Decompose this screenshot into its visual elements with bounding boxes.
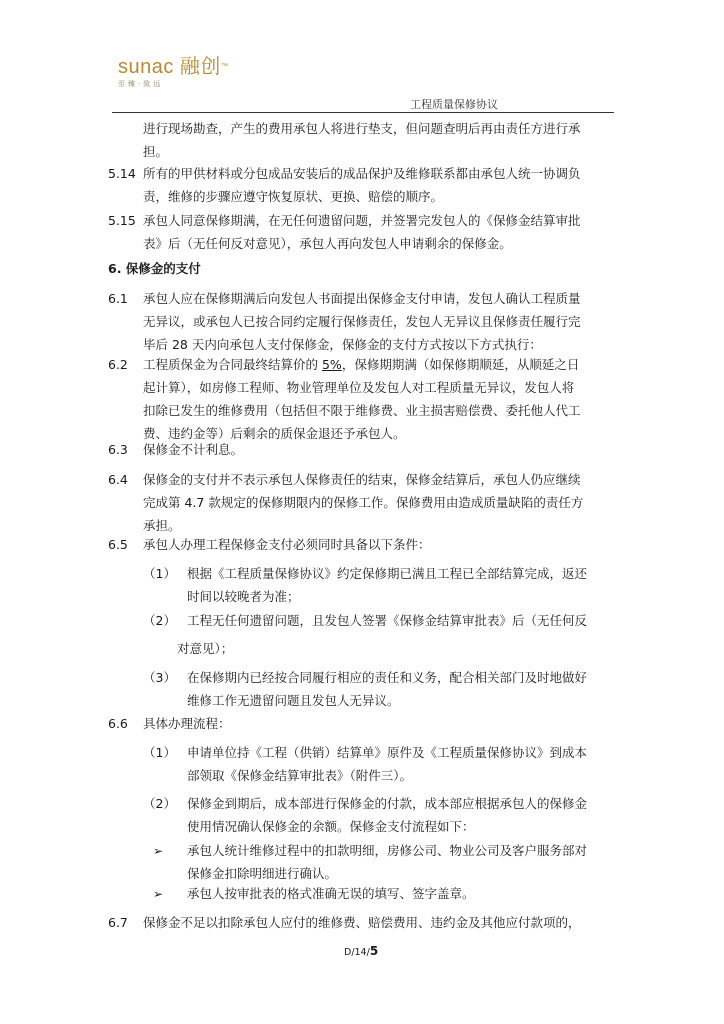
body-line: 责，维修的步骤应遵守恢复原状、更换、赔偿的顺序。 [143,189,444,204]
body-line: 表》后（无任何反对意见），承包人再向发包人申请剩余的保修金。 [143,236,512,251]
body-line: 所有的甲供材料或分包成品安装后的成品保护及维修联系都由承包人统一协调负 [143,166,581,181]
body-line: 对意见）； [177,641,234,656]
clause-number-6-7: 6.7 [108,915,128,930]
condition-number-3: （3） [143,670,176,685]
condition-number-1: （1） [143,566,176,581]
body-line: 时间以较晚者为准； [187,589,300,604]
clause-number-5-15: 5.15 [108,213,136,228]
body-line: 承包人办理工程保修金支付必须同时具备以下条件： [143,537,431,552]
body-line: 在保修期内已经按合同履行相应的责任和义务，配合相关部门及时地做好 [187,670,588,685]
body-line: 毕后 28 天内向承包人支付保修金，保修金的支付方式按以下方式执行： [143,337,542,352]
section-heading-6: 6. 保修金的支付 [108,261,201,276]
body-line: 具体办理流程： [143,716,231,731]
body-line: 保修金不计利息。 [143,442,244,457]
body-line: 维修工作无遗留问题且发包人无异议。 [187,693,400,708]
body-line: 工程质保金为合同最终结算价的 5%，保修期期满（如保修期顺延，从顺延之日 [143,357,580,372]
clause-number-6-6: 6.6 [108,716,128,731]
arrow-bullet-icon: ➢ [153,887,164,901]
body-line: 保修金扣除明细进行确认。 [187,866,338,881]
body-line: 承包人按审批表的格式准确无误的填写、签字盖章。 [187,886,475,901]
company-logo [118,56,228,89]
body-line: 根据《工程质量保修协议》约定保修期已满且工程已全部结算完成，返还 [187,566,588,581]
header-title: 工程质量保修协议 [410,98,498,111]
body-line: 保修金的支付并不表示承包人保修责任的结束，保修金结算后，承包人仍应继续 [143,472,581,487]
percentage-value: 5% [321,357,342,372]
clause-number-6-5: 6.5 [108,537,128,552]
step-number-1: （1） [143,745,176,760]
step-number-2: （2） [143,796,176,811]
body-line: 保修金不足以扣除承包人应付的维修费、赔偿费用、违约金及其他应付款项的， [143,915,581,930]
clause-number-6-3: 6.3 [108,442,128,457]
page-footer [344,944,378,958]
body-line: 承包人统计维修过程中的扣款明细，房修公司、物业公司及客户服务部对 [187,843,588,858]
clause-number-6-2: 6.2 [108,357,128,372]
body-line: 保修金到期后，成本部进行保修金的付款，成本部应根据承包人的保修金 [187,796,588,811]
body-line: 承担。 [143,518,181,533]
clause-number-5-14: 5.14 [108,166,136,181]
body-line: 部领取《保修金结算审批表》（附件三）。 [187,768,413,783]
body-line: 进行现场勘查，产生的费用承包人将进行垫支，但问题查明后再由责任方进行承 [143,121,581,136]
arrow-bullet-icon: ➢ [153,844,164,858]
body-line: 完成第 4.7 款规定的保修期限内的保修工作。保修费用由造成质量缺陷的责任方 [143,495,584,510]
logo-slogan: 至臻·致远 [118,80,164,88]
body-line: 费、违约金等）后剩余的质保金退还予承包人。 [143,426,406,441]
logo-brand: sunac 融创 [118,56,221,78]
condition-number-2: （2） [143,613,176,628]
body-line: 承包人同意保修期满，在无任何遗留问题，并签署完发包人的《保修金结算审批 [143,213,581,228]
body-line: 工程无任何遗留问题，且发包人签署《保修金结算审批表》后（无任何反 [187,613,588,628]
body-line: 使用情况确认保修金的余额。保修金支付流程如下： [187,819,475,834]
header-rule [112,112,614,113]
clause-number-6-4: 6.4 [108,472,128,487]
body-line: 无异议，或承包人已按合同约定履行保修责任，发包人无异议且保修责任履行完 [143,314,581,329]
body-line: 扣除已发生的维修费用（包括但不限于维修费、业主损害赔偿费、委托他人代工 [143,403,581,418]
clause-number-6-1: 6.1 [108,291,128,306]
footer-prefix: D/14/ [344,947,370,958]
body-line: 申请单位持《工程（供销）结算单》原件及《工程质量保修协议》到成本 [187,745,588,760]
body-line: 担。 [143,144,169,159]
body-line: 起计算），如房修工程师、物业管理单位及发包人对工程质量无异议，发包人将 [143,380,575,395]
body-line: 承包人应在保修期满后向发包人书面提出保修金支付申请，发包人确认工程质量 [143,291,581,306]
page-number: 5 [369,944,379,958]
logo-trademark: ™ [220,63,229,70]
